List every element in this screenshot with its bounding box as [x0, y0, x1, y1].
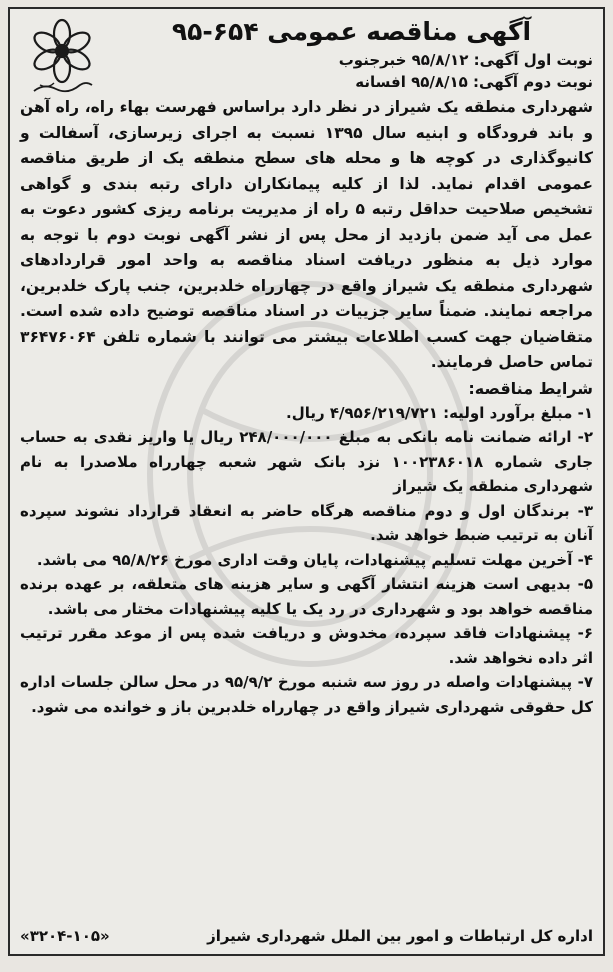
- condition-item: ۳- برندگان اول و دوم مناقصه هرگاه حاضر به انعقاد قرارداد نشوند سپرده آنان به ترتیب ضبط خواهد شد.: [20, 501, 593, 544]
- tender-notice: [8, 7, 605, 956]
- second-publication: نوبت دوم آگهی: ۹۵/۸/۱۵ افسانه: [355, 73, 593, 91]
- notice-body: شهرداری منطقه یک شیراز در نظر دارد براساس فهرست بهاء راه، راه آهن و باند فرودگاه و ابنیه سال ۱۳۹۵ نسبت به اجرای زیرسازی، آسفالت و کانیوگذاری در کوچه ها و محله های سطح منطقه یک از طریق مناقصه عمومی اقدام نماید. لذا از کلیه پیمانکاران دارای رتبه بندی و گواهی تشخیص صلاحیت حداقل رتبه ۵ راه از مدیریت برنامه ریزی کشور دعوت به عمل می آید ضمن بازدید از محل پس از نشر آگهی نوبت دوم با توجه به موارد ذیل به منظور دریافت اسناد مناقصه به واحد امور قراردادهای شهرداری منطقه یک شیراز واقع در چهارراه خلدبرین، جنب پارک خلدبرین، مراجعه نمایند. ضمناً سایر جزییات در اسناد مناقصه توضیح داده شده است. متقاضیان جهت کسب اطلاعات بیشتر می توانند با شماره تلفن ۳۶۴۷۶۰۶۴ تماس حاصل فرمایند.: [20, 98, 593, 371]
- footer: [20, 924, 593, 948]
- conditions-list: [20, 401, 593, 720]
- condition-item: ۵- بدیهی است هزینه انتشار آگهی و سایر هزینه های متعلقه، بر عهده برنده مناقصه خواهد بود و شهرداری در رد یک یا کلیه پیشنهادات مختار می باشد.: [20, 575, 593, 618]
- notice-title: آگهی مناقصه عمومی ۶۵۴-۹۵: [171, 17, 532, 46]
- conditions-heading: شرایط مناقصه:: [468, 378, 593, 398]
- notice-code: «۳۲۰۴-۱۰۵»: [20, 927, 110, 945]
- condition-item: ۷- پیشنهادات واصله در روز سه شنبه مورخ ۹۵/۹/۲ در محل سالن جلسات اداره کل حقوقی شهرداری شیراز واقع در چهارراه خلدبرین باز و خوانده می شود.: [20, 673, 593, 716]
- issuing-organization: اداره کل ارتباطات و امور بین الملل شهرداری شیراز: [207, 927, 593, 945]
- condition-item: ۱- مبلغ برآورد اولیه: ۴/۹۵۶/۲۱۹/۷۲۱ ریال.: [286, 403, 593, 422]
- condition-item: ۶- پیشنهادات فاقد سپرده، مخدوش و دریافت شده پس از موعد مقرر ترتیب اثر داده نخواهد شد.: [20, 624, 593, 667]
- condition-item: ۴- آخرین مهلت تسلیم پیشنهادات، پایان وقت اداری مورخ ۹۵/۸/۲۶ می باشد.: [36, 550, 593, 569]
- first-publication: نوبت اول آگهی: ۹۵/۸/۱۲ خبرجنوب: [338, 51, 593, 69]
- condition-item: ۲- ارائه ضمانت نامه بانکی به مبلغ ۲۴۸/۰۰۰/۰۰۰ ریال یا واریز نقدی به حساب جاری شماره ۱۰۰۲۳۸۶۰۱۸ نزد بانک شهر شعبه چهارراه ملاصدرا به نام شهرداری منطقه یک شیراز: [20, 428, 594, 495]
